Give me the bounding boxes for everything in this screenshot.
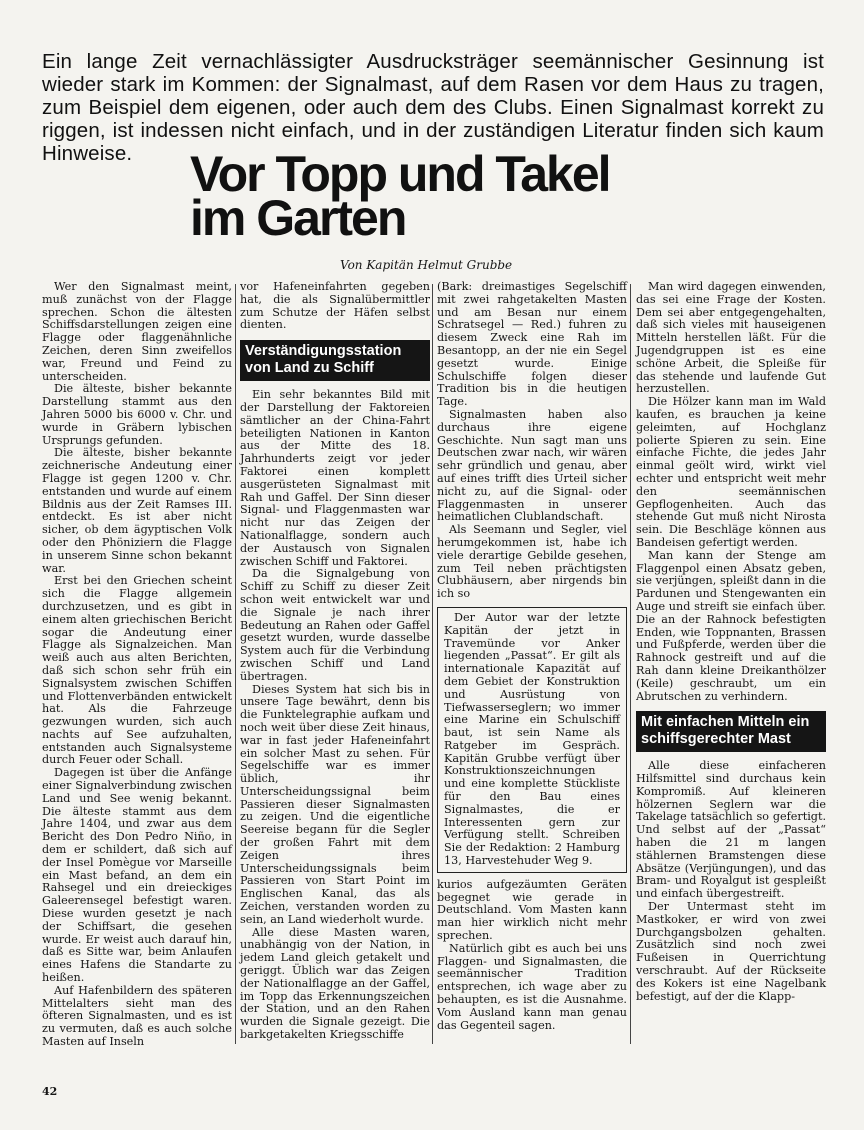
paragraph: Alle diese Masten waren, unabhängig von der Nation, in jedem Land gleich getakelt und geriggt. Üblich war das Zeigen der Nationalflagge an der Gaffel, im Topp das Erkennungszeichen der Station, und an den Rahen wurden die Signale gezeigt. Die barkgetakelten Kriegsschiffe bbox=[240, 925, 430, 1042]
paragraph: Dagegen ist über die Anfänge einer Signalverbindung zwischen Land und See wenig bekannt. Die älteste stammt aus dem Jahre 1404, und zwar aus dem Bericht des Don Pedro Niño, in dem er schildert, daß sich auf der Insel Pomègue vor Marseille ein Mast befand, an dem ein Rahsegel und ein dreieckiges Galeerensegel befestigt waren. Diese wurden gesetzt je nach der Schiffsart, die gesehen wurde. Er weist auch darauf hin, daß es Sitte war, beim Anlaufen eines Hafens die Standarte zu heißen. bbox=[42, 766, 232, 985]
paragraph: Erst bei den Griechen scheint sich die Flagge allgemein durchzusetzen, und es gibt in einem alten griechischen Bericht sogar die Andeutung einer Flagge als Signalzeichen. Man weiß auch aus alten Berichten, daß sich schon sehr früh ein Signalsystem zwischen Schiffen und Flottenverbänden entwickelt hat. Als die Fahrzeuge gezwungen wurden, sich auch nachts auf See aufzuhalten, entstanden auch Signalsysteme durch Feuer oder Schall. bbox=[42, 574, 232, 767]
column-rule bbox=[432, 284, 433, 1044]
paragraph: Alle diese einfacheren Hilfsmittel sind durchaus kein Kompromiß. Auf kleineren hölzernen Seglern war die Takelage tatsächlich so gefertigt. Und selbst auf der „Passat“ haben die 21 m langen stählernen Bramstengen diese Absätze (Verjüngungen), und das Bram- und Royalgut ist gespleißt und einfach übergestreift. bbox=[636, 759, 826, 901]
column-3 bbox=[437, 281, 627, 1032]
headline-line-2: im Garten bbox=[190, 190, 406, 246]
paragraph: Signalmasten haben also durchaus ihre eigene Geschichte. Nun sagt man uns Deutschen zwar nach, wir wären sehr gründlich und genau, aber auf eines trifft dies Urteil sicher nicht zu, auf die Signal- oder Flaggenmasten in unserer heimatlichen Clublandschaft. bbox=[437, 407, 627, 524]
author-info-text: Der Autor war der letzte Kapitän der jetzt in Travemünde vor Anker liegenden „Passat“. Er gilt als internationale Kapazität auf dem Gebiet der Konstruktion und Ausrüstung von Tiefwasserseglern; wo immer eine Marine ein Schulschiff baut, ist sein Name als Ratgeber im Gespräch. Kapitän Grubbe verfügt über Konstruktionszeichnungen und eine komplette Stückliste für den Bau eines Signalmastes, die er Interessenten gern zur Verfügung stellt. Schreiben Sie der Redaktion: 2 Hamburg 13, Harvestehuder Weg 9. bbox=[444, 610, 620, 868]
subheading: Mit einfachen Mitteln ein schiffsgerechter Mast bbox=[636, 711, 826, 752]
column-4 bbox=[636, 281, 826, 1003]
paragraph: Auf Hafenbildern des späteren Mittelalters sieht man des öfteren Signalmasten, und es ist zu vermuten, daß es auch solche Masten auf Inseln bbox=[42, 983, 232, 1049]
headline-line-1: Vor Topp und Takel bbox=[190, 146, 610, 202]
paragraph: (Bark: dreimastiges Segelschiff mit zwei rahgetakelten Masten und am Besan nur einem Schratsegel — Red.) fuhren zu diesem Zweck eine Rah im Besantopp, an der nie ein Segel gesetzt wurde. Einige Schulschiffe folgen dieser Tradition bis in die heutigen Tage. bbox=[437, 280, 627, 409]
paragraph: Man kann der Stenge am Flaggenpol einen Absatz geben, sie verjüngen, spleißt dann in die Pardunen und Stengewanten ein Auge und streift sie einfach über. Die an der Rahnock befestigten Enden, wie Toppnanten, Brassen und Fußpferde, werden über die Rahnock gestreift und auf die Rah dann kleine Dreikanthölzer (Keile) geschraubt, um ein Abrutschen zu verhindern. bbox=[636, 548, 826, 703]
column-1 bbox=[42, 281, 232, 1049]
paragraph: Der Untermast steht im Mastkoker, er wird von zwei Durchgangsbolzen gehalten. Zusätzlich sind noch zwei Fußeisen in Querrichtung verschraubt. Auf der Rückseite des Kokers ist eine Nagelbank befestigt, auf der die Klapp- bbox=[636, 900, 826, 1003]
paragraph: Wer den Signalmast meint, muß zunächst von der Flagge sprechen. Schon die ältesten Schiffsdarstellungen zeigen eine Flagge oder flaggenähnliche Zeichen, deren Sinn zweifellos war, Freund und Feind zu unterscheiden. bbox=[42, 280, 232, 383]
paragraph: Man wird dagegen einwenden, das sei eine Frage der Kosten. Dem sei aber entgegengehalten, daß sich vieles mit hauseigenen Mitteln herstellen läßt. Für die Jugendgruppen ist es eine schöne Arbeit, die Spleiße für das stehende und laufende Gut herzustellen. bbox=[636, 280, 826, 396]
paragraph: Natürlich gibt es auch bei uns Flaggen- und Signalmasten, die seemännischer Tradition entsprechen, ich wage aber zu behaupten, es ist die Ausnahme. Vom Ausland kann man genau das Gegenteil sagen. bbox=[437, 941, 627, 1032]
paragraph: Die älteste, bisher bekannte Darstellung stammt aus den Jahren 5000 bis 6000 v. Chr. und wurde in Gräbern lybischen Ursprungs gefunden. bbox=[42, 382, 232, 447]
column-2 bbox=[240, 281, 430, 1042]
paragraph: Die älteste, bisher bekannte zeichnerische Andeutung einer Flagge ist gegen 1200 v. Chr. entstanden und wurde auf einem Bildnis aus der Zeit Ramses III. entdeckt. Es ist aber nicht sicher, ob dem ägyptischen Volk oder den Phöniziern die Flagge in unserem Sinne schon bekannt war. bbox=[42, 446, 232, 575]
paragraph: Die Hölzer kann man im Wald kaufen, es brauchen ja keine geleimten, auf Hochglanz polierte Spieren zu sein. Eine einfache Fichte, die jedes Jahr einmal geölt wird, wirkt viel echter und entspricht weit mehr den seemännischen Gepflogenheiten. Auch das stehende Gut muß nicht Nirosta sein. Die Beschläge können aus Bandeisen gefertigt werden. bbox=[636, 395, 826, 549]
author-info-box bbox=[437, 607, 627, 873]
page-number: 42 bbox=[42, 1085, 58, 1098]
column-rule bbox=[235, 284, 236, 1044]
headline bbox=[190, 146, 710, 246]
paragraph: kurios aufgezäumten Geräten begegnet wie gerade in Deutschland. Vom Masten kann man hier wirklich nicht mehr sprechen. bbox=[437, 877, 627, 943]
paragraph: Ein sehr bekanntes Bild mit der Darstellung der Faktoreien sämtlicher an der China-Fahrt beteiligten Nationen in Kanton aus der Mitte des 18. Jahrhunderts zeigt vor jeder Faktorei einen komplett ausgerüsteten Signalmast mit Rah und Gaffel. Der Sinn dieser Signal- und Flaggenmasten war nicht nur das Zeigen der Nationalflagge, sondern auch der Austausch von Signalen zwischen Schiff und Faktorei. bbox=[240, 388, 430, 568]
paragraph: Als Seemann und Segler, viel herumgekommen ist, habe ich viele derartige Gebilde gesehen, zum Teil neben prächtigsten Clubhäusern, aber nirgends bin ich so bbox=[437, 523, 627, 601]
column-rule bbox=[630, 284, 631, 1044]
subheading: Verständigungsstation von Land zu Schiff bbox=[240, 340, 430, 381]
lead-paragraph: Ein lange Zeit vernachlässigter Ausdrucksträger seemännischer Gesinnung ist wieder stark im Kommen: der Signalmast, auf dem Rasen vor dem Haus zu tragen, zum Beispiel dem eigenen, oder auch dem des Clubs. Einen Signalmast korrekt zu riggen, ist indessen nicht einfach, und in der zuständigen Literatur finden sich kaum Hinweise. bbox=[42, 50, 824, 165]
paragraph: Da die Signalgebung von Schiff zu Schiff zu dieser Zeit schon weit entwickelt war und die Signale je nach ihrer Bedeutung an Rahen oder Gaffel gesetzt wurden, wurde dasselbe System auch für die Verbindung zwischen Schiff und Land übertragen. bbox=[240, 567, 430, 683]
byline: Von Kapitän Helmut Grubbe bbox=[340, 258, 513, 272]
paragraph: vor Hafeneinfahrten gegeben hat, die als Signalübermittler zum Schutze der Häfen selbst dienten. bbox=[240, 280, 430, 332]
paragraph: Dieses System hat sich bis in unsere Tage bewährt, denn bis die Funktelegraphie aufkam und noch weit über diese Zeit hinaus, war in fast jeder Hafeneinfahrt ein solcher Mast zu sehen. Für Segelschiffe war es immer üblich, ihr Unterscheidungssignal beim Passieren dieser Signalmasten zu zeigen. Und die eigentliche Seereise begann für die Segler der großen Fahrt mit dem Zeigen ihres Unterscheidungssignals beim Passieren von Start Point im Englischen Kanal, das als Zeichen, verstanden worden zu sein, an Land wiederholt wurde. bbox=[240, 682, 430, 926]
